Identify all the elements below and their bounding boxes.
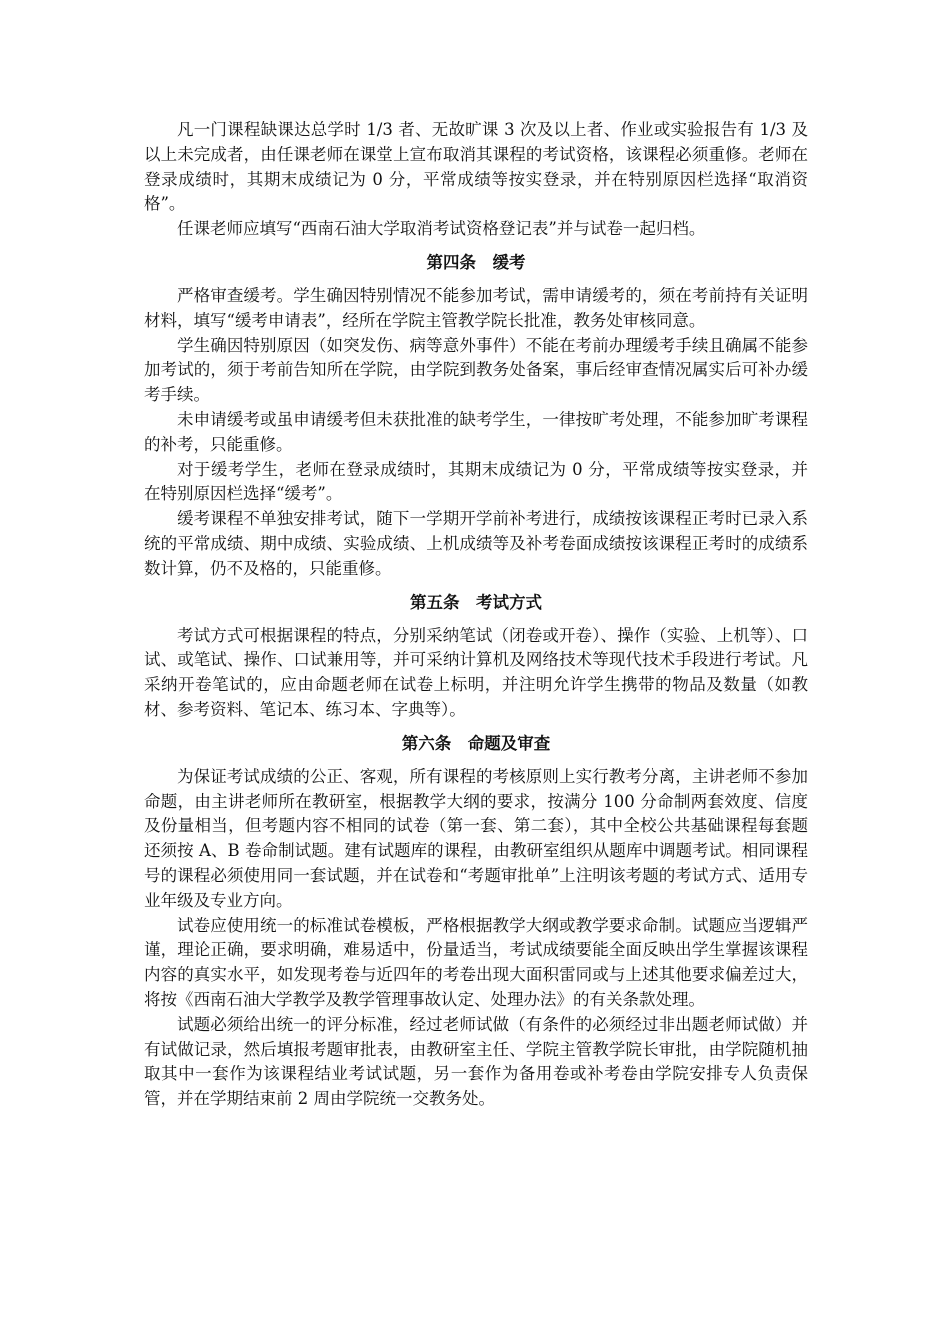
- paragraph: 凡一门课程缺课达总学时 1/3 者、无故旷课 3 次及以上者、作业或实验报告有 1/3 及以上未完成者，由任课老师在课堂上宣布取消其课程的考试资格，该课程必须重修。老师在登录成绩时，其期末成绩记为 0 分，平常成绩等按实登录，并在特别原因栏选择“取消资格”。: [144, 120, 808, 214]
- paragraph: 严格审查缓考。学生确因特别情况不能参加考试，需申请缓考的，须在考前持有关证明材料，填写“缓考申请表”，经所在学院主管教学院长批准，教务处审核同意。: [144, 285, 808, 330]
- section-article-5: [144, 590, 808, 723]
- paragraph: 试题必须给出统一的评分标准，经过老师试做（有条件的必须经过非出题老师试做）并有试做记录，然后填报考题审批表，由教研室主任、学院主管教学院长审批，由学院随机抽取其中一套作为该课程结业考试试题，另一套作为备用卷或补考卷由学院安排专人负责保管，并在学期结束前 2 周由学院统一交教务处。: [144, 1014, 808, 1109]
- section-article-4: [144, 250, 808, 582]
- paragraph: 考试方式可根据课程的特点，分别采纳笔试（闭卷或开卷）、操作（实验、上机等）、口试、或笔试、操作、口试兼用等，并可采纳计算机及网络技术等现代技术手段进行考试。凡采纳开卷笔试的，应由命题老师在试卷上标明，并注明允许学生携带的物品及数量（如教材、参考资料、笔记本、练习本、字典等）。: [144, 625, 808, 719]
- paragraph: 缓考课程不单独安排考试，随下一学期开学前补考进行，成绩按该课程正考时已录入系统的平常成绩、期中成绩、实验成绩、上机成绩等及补考卷面成绩按该课程正考时的成绩系数计算，仍不及格的，只能重修。: [144, 509, 808, 578]
- paragraph: 为保证考试成绩的公正、客观，所有课程的考核原则上实行教考分离，主讲老师不参加命题，由主讲老师所在教研室，根据教学大纲的要求，按满分 100 分命制两套效度、信度及份量相当，但考题内容不相同的试卷（第一套、第二套），其中全校公共基础课程每套题还须按 A、B 卷命制试题。建有试题库的课程，由教研室组织从题库中调题考试。相同课程号的课程必须使用同一套试题，并在试卷和“考题审批单”上注明该考题的考试方式、适用专业年级及专业方向。: [144, 766, 808, 910]
- paragraph: 试卷应使用统一的标准试卷模板，严格根据教学大纲或教学要求命制。试题应当逻辑严谨，理论正确，要求明确，难易适中，份量适当，考试成绩要能全面反映出学生掌握该课程内容的真实水平，如发现考卷与近四年的考卷出现大面积雷同或与上述其他要求偏差过大，将按《西南石油大学教学及教学管理事故认定、处理办法》的有关条款处理。: [144, 915, 808, 1009]
- paragraph: 学生确因特别原因（如突发伤、病等意外事件）不能在考前办理缓考手续且确属不能参加考试的，须于考前告知所在学院，由学院到教务处备案，事后经审查情况属实后可补办缓考手续。: [144, 335, 808, 405]
- paragraph: 任课老师应填写“西南石油大学取消考试资格登记表”并与试卷一起归档。: [177, 219, 706, 239]
- paragraph: 对于缓考学生，老师在登录成绩时，其期末成绩记为 0 分，平常成绩等按实登录，并在特别原因栏选择“缓考”。: [144, 459, 808, 504]
- paragraph: 未申请缓考或虽申请缓考但未获批准的缺考学生，一律按旷考处理，不能参加旷考课程的补考，只能重修。: [144, 409, 808, 454]
- section-heading: 第六条 命题及审查: [401, 733, 551, 753]
- section-heading: 第四条 缓考: [426, 252, 526, 272]
- section-article-6: [144, 731, 808, 1112]
- document-page: [144, 118, 808, 1112]
- section-heading: 第五条 考试方式: [410, 592, 542, 612]
- section-continuation: [144, 118, 808, 242]
